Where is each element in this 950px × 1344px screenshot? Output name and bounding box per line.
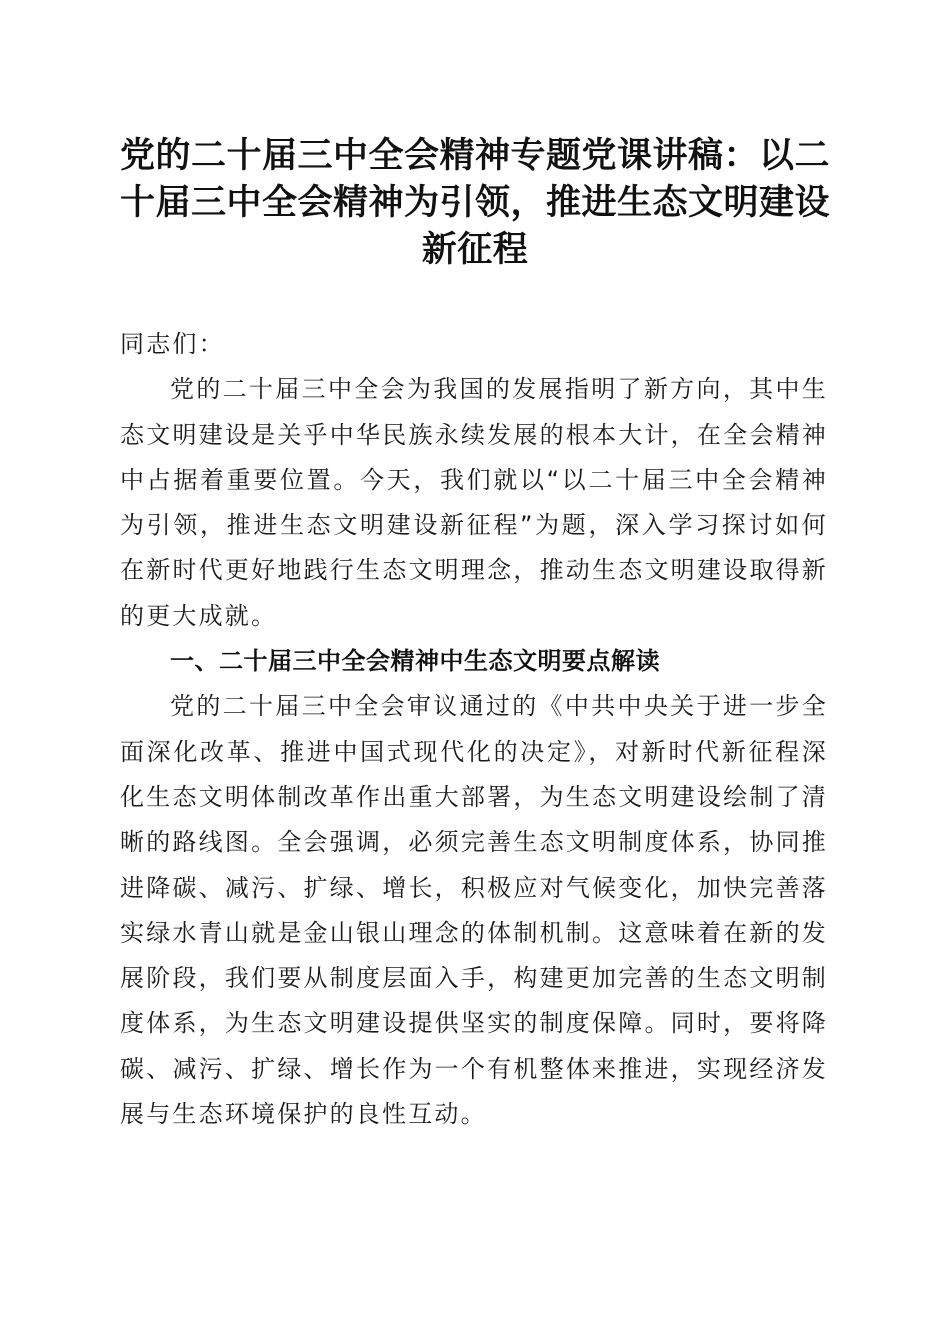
salutation: 同志们： [120,330,225,358]
intro-paragraph: 党的二十届三中全会为我国的发展指明了新方向，其中生态文明建设是关乎中华民族永续发展的根本大计，在全会精神中占据着重要位置。今天，我们就以“以二十届三中全会精神为引领，推进生态文明建设新征程”为题，深入学习探讨如何在新时代更好地践行生态文明理念，推动生态文明建设取得新的更大成就。 [120,375,828,630]
document-body [120,322,828,1137]
document-title: 党的二十届三中全会精神专题党课讲稿：以二十届三中全会精神为引领，推进生态文明建设新征程 [119,135,830,270]
section-paragraph: 党的二十届三中全会审议通过的《中共中央关于进一步全面深化改革、推进中国式现代化的决定》，对新时代新征程深化生态文明体制改革作出重大部署，为生态文明建设绘制了清晰的路线图。全会强调，必须完善生态文明制度体系，协同推进降碳、减污、扩绿、增长，积极应对气候变化，加快完善落实绿水青山就是金山银山理念的体制机制。这意味着在新的发展阶段，我们要从制度层面入手，构建更加完善的生态文明制度体系，为生态文明建设提供坚实的制度保障。同时，要将降碳、减污、扩绿、增长作为一个有机整体来推进，实现经济发展与生态环境保护的良性互动。 [120,692,828,1129]
section-heading: 一、二十届三中全会精神中生态文明要点解读 [170,647,660,676]
